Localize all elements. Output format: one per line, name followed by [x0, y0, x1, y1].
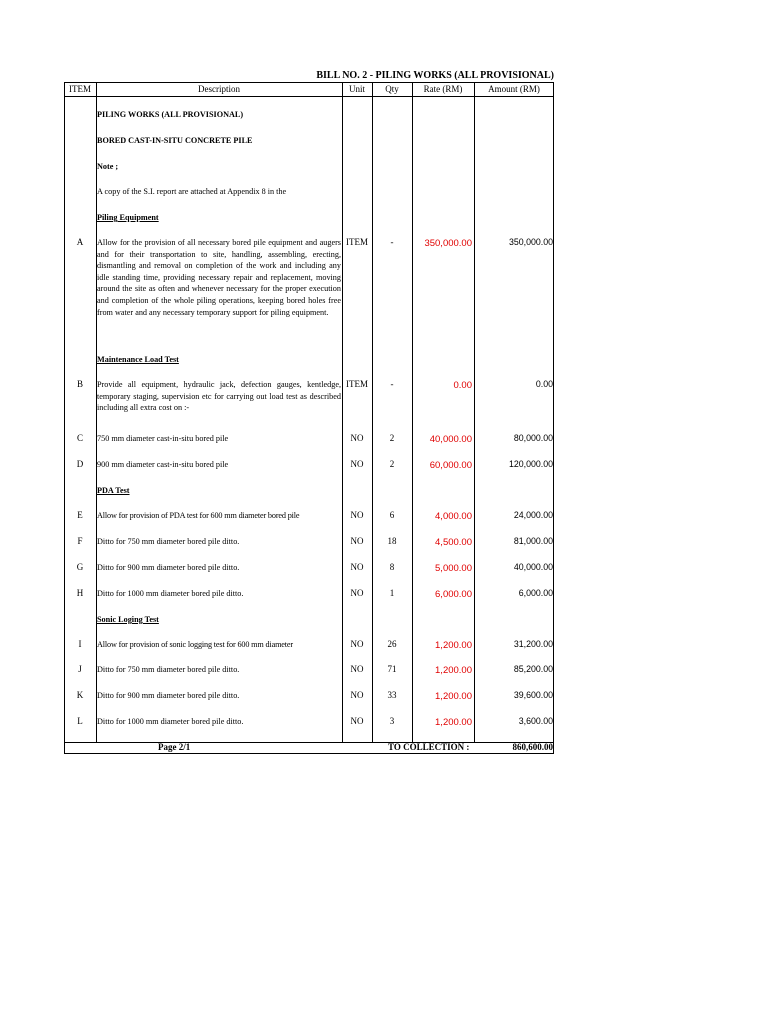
collection-label: TO COLLECTION :: [388, 742, 470, 752]
item-description: Ditto for 1000 mm diameter bored pile ditto.: [97, 589, 244, 598]
header-divider: [64, 96, 554, 97]
item-rate: 4,000.00: [435, 511, 472, 522]
item-qty: 18: [387, 536, 397, 546]
item-rate: 1,200.00: [435, 717, 472, 728]
item-qty: 71: [387, 664, 397, 674]
item-qty: -: [390, 237, 394, 247]
item-unit: NO: [350, 716, 364, 726]
item-rate: 350,000.00: [424, 238, 472, 249]
page-number: Page 2/1: [158, 742, 191, 752]
item-qty: -: [390, 379, 394, 389]
item-rate: 5,000.00: [435, 563, 472, 574]
item-code: I: [78, 639, 82, 649]
item-amount: 39,600.00: [513, 690, 553, 700]
item-code: F: [77, 536, 83, 546]
item-description: Ditto for 900 mm diameter bored pile ditto.: [97, 691, 240, 700]
heading-sonic-logging-test: Sonic Loging Test: [97, 615, 159, 624]
note-label: Note ;: [97, 162, 119, 171]
item-code: H: [76, 588, 84, 598]
item-unit: NO: [350, 664, 364, 674]
item-amount: 40,000.00: [513, 562, 553, 572]
subsection-title: BORED CAST-IN-SITU CONCRETE PILE: [97, 136, 253, 145]
item-code: C: [76, 433, 83, 443]
item-unit: NO: [350, 536, 364, 546]
item-amount: 85,200.00: [513, 664, 553, 674]
item-code: D: [76, 459, 84, 469]
note-text: A copy of the S.I. report are attached at Appendix 8 in the: [97, 187, 287, 196]
item-qty: 3: [389, 716, 395, 726]
item-amount: 6,000.00: [518, 588, 553, 598]
item-amount: 0.00: [535, 379, 553, 389]
item-unit: NO: [350, 562, 364, 572]
item-description: Provide all equipment, hydraulic jack, defection gauges, kentledge, temporary staging, supervision etc for carrying out load test as described including all extra cost on :-: [97, 380, 341, 413]
item-qty: 6: [389, 510, 395, 520]
item-description: Ditto for 900 mm diameter bored pile ditto.: [97, 563, 240, 572]
column-header-qty: Qty: [385, 84, 399, 94]
item-amount: 120,000.00: [508, 459, 553, 469]
item-amount: 31,200.00: [513, 639, 553, 649]
column-header-amount: Amount (RM): [488, 84, 540, 94]
item-code: J: [78, 664, 82, 674]
item-qty: 8: [389, 562, 395, 572]
item-amount: 81,000.00: [513, 536, 553, 546]
item-description: 900 mm diameter cast-in-situ bored pile: [97, 460, 229, 469]
item-code: E: [77, 510, 83, 520]
item-code: G: [76, 562, 84, 572]
item-qty: 2: [389, 459, 395, 469]
item-unit: NO: [350, 588, 364, 598]
item-description: Ditto for 1000 mm diameter bored pile ditto.: [97, 717, 244, 726]
item-qty: 1: [389, 588, 395, 598]
item-code: B: [76, 379, 83, 389]
collection-total: 860,600.00: [512, 742, 553, 752]
item-rate: 1,200.00: [435, 691, 472, 702]
item-code: K: [76, 690, 84, 700]
heading-maintenance-load-test: Maintenance Load Test: [97, 355, 179, 364]
item-unit: NO: [350, 690, 364, 700]
item-description: Ditto for 750 mm diameter bored pile ditto.: [97, 665, 240, 674]
item-description: Allow for the provision of all necessary bored pile equipment and augers and for their transportation to site, handling, assembling, erecting, dismantling and removal on completion of the work and including any idle standing time, providing necessary repair and replacement, moving around the site as often and whenever necessary for the proper execution and completion of the whole piling operations, keeping bored holes free from water and any necessary temporary support for piling equipment.: [97, 238, 341, 317]
item-amount: 350,000.00: [508, 237, 553, 247]
column-header-item: ITEM: [69, 84, 91, 94]
item-rate: 6,000.00: [435, 589, 472, 600]
item-unit: NO: [350, 639, 364, 649]
item-rate: 0.00: [453, 380, 472, 391]
item-unit: ITEM: [346, 379, 368, 389]
item-unit: NO: [350, 510, 364, 520]
column-header-description: Description: [198, 84, 240, 94]
item-description: Ditto for 750 mm diameter bored pile ditto.: [97, 537, 240, 546]
item-qty: 33: [387, 690, 397, 700]
item-rate: 40,000.00: [429, 434, 472, 445]
item-amount: 24,000.00: [513, 510, 553, 520]
item-rate: 60,000.00: [429, 460, 472, 471]
section-title: PILING WORKS (ALL PROVISIONAL): [97, 110, 244, 119]
item-description: 750 mm diameter cast-in-situ bored pile: [97, 434, 229, 443]
item-qty: 2: [389, 433, 395, 443]
bill-table-frame: [64, 82, 554, 754]
item-code: A: [76, 237, 84, 247]
item-amount: 3,600.00: [518, 716, 553, 726]
column-header-unit: Unit: [348, 84, 365, 94]
item-description: Allow for provision of PDA test for 600 mm diameter bored pile: [97, 511, 300, 520]
heading-pda-test: PDA Test: [97, 486, 130, 495]
heading-piling-equipment: Piling Equipment: [97, 213, 159, 222]
item-code: L: [77, 716, 83, 726]
item-rate: 4,500.00: [435, 537, 472, 548]
column-header-rate: Rate (RM): [423, 84, 463, 94]
item-rate: 1,200.00: [435, 665, 472, 676]
bill-title: BILL NO. 2 - PILING WORKS (ALL PROVISIONAL): [316, 70, 554, 81]
item-description: Allow for provision of sonic logging test for 600 mm diameter: [97, 640, 293, 649]
item-qty: 26: [387, 639, 397, 649]
item-amount: 80,000.00: [513, 433, 553, 443]
item-unit: ITEM: [346, 237, 368, 247]
item-rate: 1,200.00: [435, 640, 472, 651]
item-unit: NO: [350, 459, 364, 469]
item-unit: NO: [350, 433, 364, 443]
